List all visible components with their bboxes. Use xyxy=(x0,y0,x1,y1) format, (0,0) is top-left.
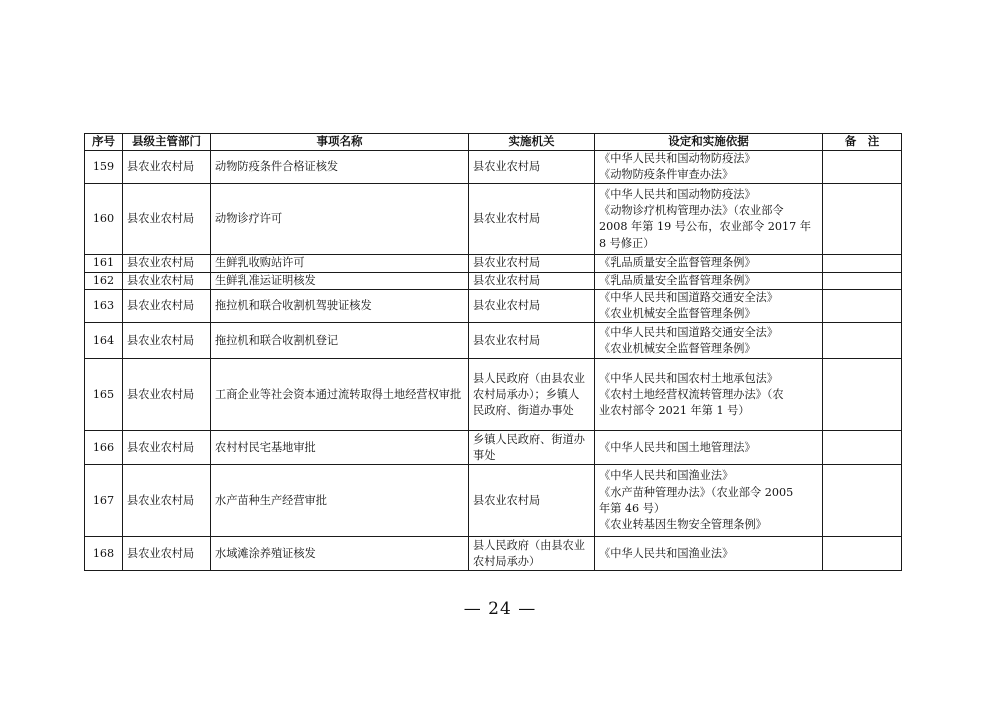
row-item-name: 拖拉机和联合收割机登记 xyxy=(211,323,469,359)
table-row xyxy=(85,359,902,431)
document-table-container xyxy=(84,133,901,571)
row-agency: 县农业农村局 xyxy=(469,323,595,359)
basis-line: 2008 年第 19 号公布，农业部令 2017 年 xyxy=(599,220,812,234)
row-number: 167 xyxy=(85,465,123,537)
table-row xyxy=(85,151,902,184)
header-serial-number: 序号 xyxy=(85,134,123,151)
header-department: 县级主管部门 xyxy=(123,134,211,151)
table-row xyxy=(85,289,902,322)
basis-line: 《乳品质量安全监督管理条例》 xyxy=(599,256,756,270)
table-row xyxy=(85,255,902,272)
row-basis xyxy=(595,184,823,255)
basis-line: 8 号修正） xyxy=(599,236,655,250)
item-name-text: 工商企业等社会资本通过流转取得土地经营权审批 xyxy=(215,387,462,401)
row-basis xyxy=(595,289,823,322)
row-number: 166 xyxy=(85,431,123,465)
row-remarks xyxy=(823,323,902,359)
row-agency: 县农业农村局 xyxy=(469,255,595,272)
row-number: 165 xyxy=(85,359,123,431)
row-item-name: 生鲜乳准运证明核发 xyxy=(211,272,469,289)
row-number: 164 xyxy=(85,323,123,359)
basis-line: 《动物诊疗机构管理办法》（农业部令 xyxy=(599,204,784,218)
basis-line: 《水产苗种管理办法》（农业部令 2005 xyxy=(599,485,794,499)
row-department: 县农业农村局 xyxy=(123,465,211,537)
row-number: 162 xyxy=(85,272,123,289)
row-agency: 县农业农村局 xyxy=(469,272,595,289)
table-row xyxy=(85,465,902,537)
row-agency: 县农业农村局 xyxy=(469,289,595,322)
basis-line: 业农村部令 2021 年第 1 号） xyxy=(599,404,750,418)
header-remarks: 备 注 xyxy=(823,134,902,151)
table-row xyxy=(85,272,902,289)
basis-line: 《农业机械安全监督管理条例》 xyxy=(599,307,756,321)
row-basis xyxy=(595,465,823,537)
row-department: 县农业农村局 xyxy=(123,537,211,571)
row-remarks xyxy=(823,431,902,465)
basis-line: 《乳品质量安全监督管理条例》 xyxy=(599,273,756,287)
row-basis xyxy=(595,151,823,184)
row-agency xyxy=(469,359,595,431)
basis-line: 《中华人民共和国土地管理法》 xyxy=(599,440,756,454)
row-agency: 县农业农村局 xyxy=(469,465,595,537)
table-row xyxy=(85,323,902,359)
row-department: 县农业农村局 xyxy=(123,272,211,289)
row-agency xyxy=(469,537,595,571)
row-number: 159 xyxy=(85,151,123,184)
row-basis xyxy=(595,431,823,465)
agency-text: 县人民政府（由县农业农村局承办）；乡镇人民政府、街道办事处 xyxy=(473,371,585,418)
row-basis xyxy=(595,537,823,571)
row-remarks xyxy=(823,184,902,255)
row-number: 168 xyxy=(85,537,123,571)
basis-line: 《中华人民共和国道路交通安全法》 xyxy=(599,325,779,339)
row-remarks xyxy=(823,289,902,322)
row-item-name: 水域滩涂养殖证核发 xyxy=(211,537,469,571)
basis-line: 《中华人民共和国道路交通安全法》 xyxy=(599,290,779,304)
row-basis xyxy=(595,359,823,431)
row-basis xyxy=(595,272,823,289)
row-basis xyxy=(595,255,823,272)
basis-line: 《中华人民共和国渔业法》 xyxy=(599,469,734,483)
table-header-row xyxy=(85,134,902,151)
basis-line: 《动物防疫条件审查办法》 xyxy=(599,168,734,182)
page-number: — 24 — xyxy=(463,599,537,619)
header-basis: 设定和实施依据 xyxy=(595,134,823,151)
basis-line: 年第 46 号） xyxy=(599,501,666,515)
table-row xyxy=(85,184,902,255)
row-remarks xyxy=(823,359,902,431)
row-department: 县农业农村局 xyxy=(123,184,211,255)
basis-line: 《中华人民共和国渔业法》 xyxy=(599,546,734,560)
agency-text: 乡镇人民政府、街道办事处 xyxy=(473,432,585,462)
row-basis xyxy=(595,323,823,359)
row-agency xyxy=(469,431,595,465)
row-remarks xyxy=(823,151,902,184)
header-agency: 实施机关 xyxy=(469,134,595,151)
table-row xyxy=(85,431,902,465)
row-department: 县农业农村局 xyxy=(123,323,211,359)
row-item-name xyxy=(211,359,469,431)
row-remarks xyxy=(823,255,902,272)
row-department: 县农业农村局 xyxy=(123,151,211,184)
row-department: 县农业农村局 xyxy=(123,431,211,465)
row-number: 163 xyxy=(85,289,123,322)
row-number: 160 xyxy=(85,184,123,255)
row-department: 县农业农村局 xyxy=(123,289,211,322)
basis-line: 《中华人民共和国动物防疫法》 xyxy=(599,188,756,201)
row-department: 县农业农村局 xyxy=(123,359,211,431)
basis-line: 《农业转基因生物安全管理条例》 xyxy=(599,518,767,532)
row-agency: 县农业农村局 xyxy=(469,184,595,255)
row-item-name: 动物防疫条件合格证核发 xyxy=(211,151,469,184)
row-number: 161 xyxy=(85,255,123,272)
administrative-licensing-table xyxy=(84,133,902,571)
agency-text: 县人民政府（由县农业农村局承办） xyxy=(473,538,585,568)
header-item-name: 事项名称 xyxy=(211,134,469,151)
basis-line: 《中华人民共和国农村土地承包法》 xyxy=(599,371,779,385)
row-remarks xyxy=(823,465,902,537)
row-item-name: 拖拉机和联合收割机驾驶证核发 xyxy=(211,289,469,322)
row-department: 县农业农村局 xyxy=(123,255,211,272)
table-row xyxy=(85,537,902,571)
basis-line: 《农业机械安全监督管理条例》 xyxy=(599,341,756,355)
row-item-name: 动物诊疗许可 xyxy=(211,184,469,255)
row-item-name: 农村村民宅基地审批 xyxy=(211,431,469,465)
row-remarks xyxy=(823,537,902,571)
row-remarks xyxy=(823,272,902,289)
row-item-name: 生鲜乳收购站许可 xyxy=(211,255,469,272)
row-item-name: 水产苗种生产经营审批 xyxy=(211,465,469,537)
basis-line: 《中华人民共和国动物防疫法》 xyxy=(599,152,756,165)
basis-line: 《农村土地经营权流转管理办法》（农 xyxy=(599,387,784,401)
row-agency: 县农业农村局 xyxy=(469,151,595,184)
